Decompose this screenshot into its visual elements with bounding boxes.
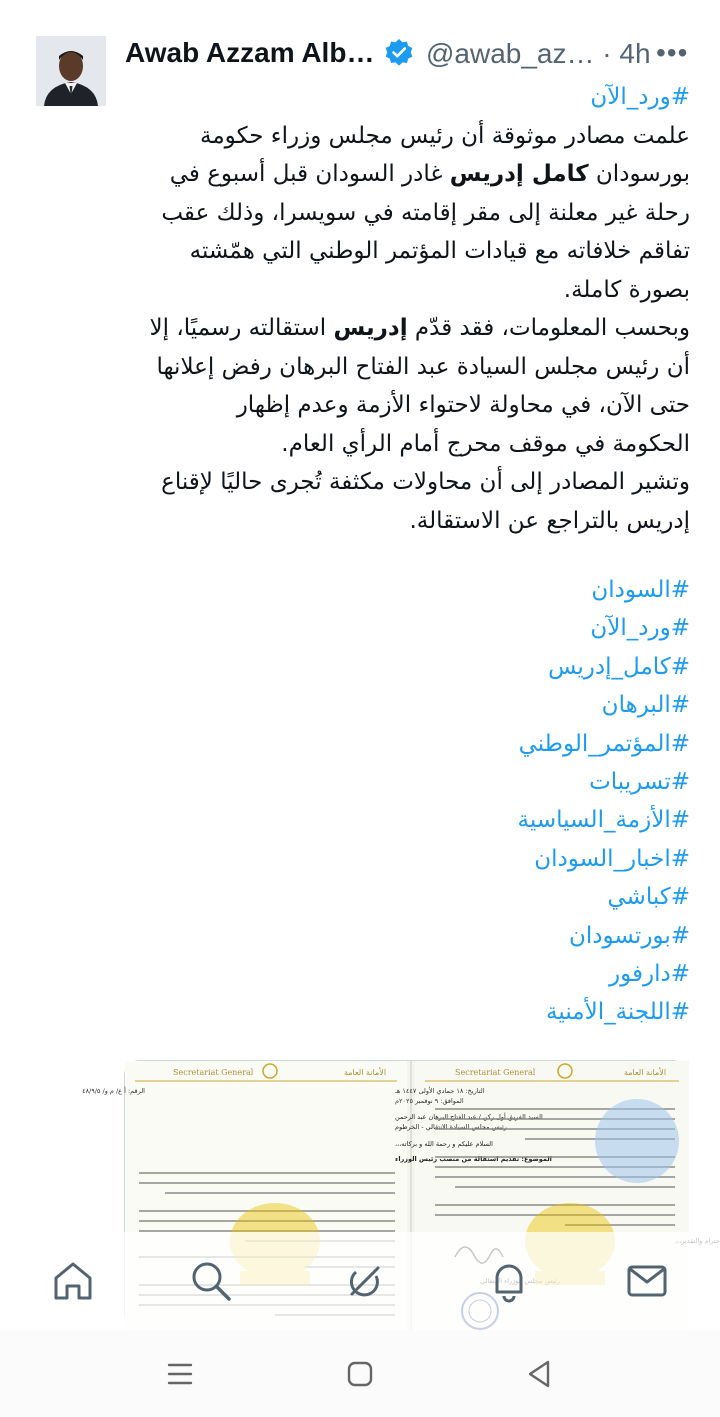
left-header-ar: الأمانة العامة (343, 1068, 387, 1077)
body-line (128, 78, 690, 117)
author-name[interactable]: Awab Azzam Alb… (125, 37, 375, 68)
body-text-segment: وبحسب المعلومات، فقد قدّم (407, 315, 690, 341)
hashtag-link[interactable]: #المؤتمر_الوطني (518, 730, 690, 757)
hashtag-link[interactable]: #ورد_الآن (590, 84, 690, 110)
hashtag-link[interactable]: #البرهان (601, 692, 690, 719)
notifications-icon[interactable] (484, 1256, 534, 1306)
left-date-greg: الموافق: ٩ نوفمبر ٢٠٢٥م (395, 1097, 464, 1105)
body-text-segment: أن رئيس مجلس السيادة عبد الفتاح البرهان رفض إعلانها (156, 353, 690, 380)
hashtag-link[interactable]: #بورتسودان (569, 922, 690, 949)
right-header-ar: الأمانة العامة (623, 1068, 667, 1077)
body-line (128, 194, 690, 233)
body-line (128, 463, 690, 502)
body-text-segment: رحلة غير معلنة إلى مقر إقامته في سويسرا، وذلك عقب (161, 199, 690, 226)
bottom-nav-bar (0, 1232, 720, 1330)
back-icon[interactable] (520, 1354, 560, 1394)
body-text-segment: الحكومة في موقف محرج أمام الرأي العام. (281, 430, 690, 457)
home-icon[interactable] (48, 1256, 98, 1306)
hashtag-link[interactable]: #السودان (591, 577, 690, 603)
left-addressee-1: السيد الفريق أول ركن / عبد الفتاح البرهان عبد الرحمن (395, 1113, 543, 1121)
avatar-image (36, 36, 106, 106)
body-text-segment: استقالته رسميًا، إلا (149, 315, 334, 341)
recent-apps-icon[interactable] (160, 1354, 200, 1394)
hashtag-link[interactable]: #دارفور (609, 961, 690, 988)
body-line (128, 425, 690, 464)
body-line (128, 155, 690, 194)
hashtag-list (300, 571, 690, 1032)
hashtag-link[interactable]: #كباشي (607, 884, 690, 911)
body-text-segment: وتشير المصادر إلى أن محاولات مكثفة تُجرى حاليًا لإقناع (161, 469, 690, 495)
hashtag-link[interactable]: #ورد_الآن (590, 615, 690, 642)
body-text-segment: حتى الآن، في محاولة لاحتواء الأزمة وعدم إظهار (236, 392, 690, 418)
body-text-segment: غادر السودان قبل أسبوع في (169, 161, 450, 187)
body-text-segment: بصورة كاملة. (563, 276, 690, 303)
body-line (128, 232, 690, 271)
bold-name-text: إدريس (333, 315, 408, 341)
overlay-circle (595, 1099, 679, 1183)
grok-icon[interactable] (340, 1256, 390, 1306)
body-text-segment: علمت مصادر موثوقة أن رئيس مجلس وزراء حكومة (200, 122, 690, 149)
hashtag-link[interactable]: #الأزمة_السياسية (517, 807, 690, 834)
body-line (128, 271, 690, 310)
body-text-segment: إدريس بالتراجع عن الاستقالة. (409, 507, 690, 534)
hashtag-link[interactable]: #اللجنة_الأمنية (546, 999, 690, 1026)
verified-badge-icon (384, 38, 414, 68)
right-header-en: Secretariat General (455, 1068, 536, 1077)
more-options-icon[interactable]: ••• (656, 37, 689, 68)
avatar[interactable] (36, 36, 106, 106)
left-addressee-2: رئيس مجلس السيادة الانتقالي - الخرطوم (395, 1123, 507, 1131)
messages-icon[interactable] (622, 1256, 672, 1306)
bold-name-text: كامل إدريس (449, 161, 589, 187)
system-nav-bar (0, 1330, 720, 1417)
tweet-body-text (128, 78, 690, 540)
body-line (128, 309, 690, 348)
search-icon[interactable] (186, 1256, 236, 1306)
left-subject: الموضوع: تقديم استقالة من منصب رئيس الوزراء (395, 1155, 552, 1163)
home-button-icon[interactable] (340, 1354, 380, 1394)
hashtag-link[interactable]: #كامل_إدريس (548, 653, 690, 680)
handle-and-time[interactable]: @awab_az… · 4h (426, 38, 651, 69)
body-line (128, 117, 690, 156)
body-line (128, 386, 690, 425)
hashtag-link[interactable]: #اخبار_السودان (534, 845, 690, 872)
body-text-segment: بورسودان (588, 161, 690, 187)
hashtag-link[interactable]: #تسريبات (589, 769, 690, 796)
body-text-segment: تفاقم خلافاته مع قيادات المؤتمر الوطني التي همّشته (189, 238, 690, 264)
left-date-hijri: التاريخ: ١٨ جمادي الأولى ١٤٤٧ هـ (395, 1087, 485, 1095)
left-header-en: Secretariat General (173, 1068, 254, 1077)
body-line (128, 502, 690, 541)
left-greeting: السلام عليكم و رحمة الله و بركاته،،، (395, 1140, 493, 1148)
left-ref: الرقم: أ ع/ م و/ ٤٨/٩/٥ (82, 1087, 145, 1095)
body-line (128, 348, 690, 387)
